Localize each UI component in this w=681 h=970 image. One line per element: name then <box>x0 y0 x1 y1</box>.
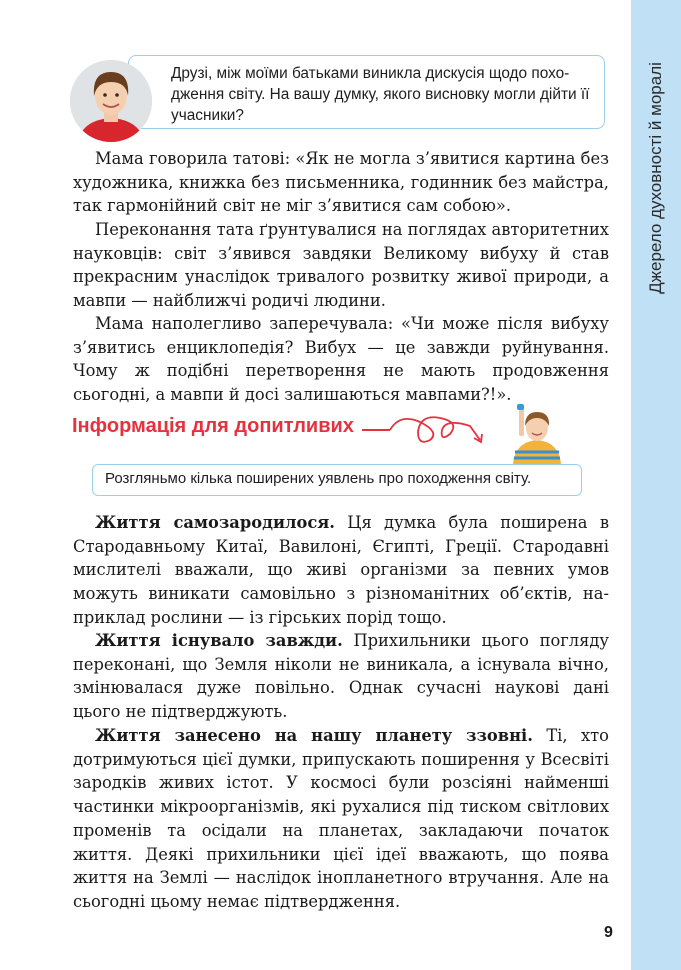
theory-text: Ті, хто дотримуються цієї думки, припускають поширення у Всесвіті зародків живих істот. У космосі були розсіяні найменші частинки мікроорганізмів, які рухалися під тиском світлових променів та осідали на планетах, закладаючи початок життя. Деякі прихильники цієї ідеї вважають, що поява життя на Землі — наслідок інопланетного втручання. Але на сьогодні цьому немає підтвердження. <box>73 726 609 911</box>
question-text: Друзі, між моїми батьками виникла дискусія щодо походження світу. На вашу думку, якого висновку могли дійти її учасники? <box>171 65 590 124</box>
avatar-girl-photo <box>70 60 152 142</box>
section-title-vertical: Джерело духовності й моралі <box>646 62 665 294</box>
intro-box <box>92 464 582 496</box>
page-number: 9 <box>604 924 613 941</box>
theory-paragraph <box>73 629 609 724</box>
question-box <box>128 55 605 129</box>
theory-text: Прихильники цього погляду переконані, що Земля ніколи не виникала, а існувала вічно, змінювалася дуже повільно. Однак сучасні наукові дані цього не підтверджують. <box>73 631 610 722</box>
theory-text: Ця думка була поширена в Стародавньому Китаї, Вавилоні, Єгипті, Греції. Стародавні мислителі вважали, що живі організми за певних умов можуть виникати самовільно з різноманітних об’єктів, наприклад рослини — із гірських порід тощо. <box>73 513 609 627</box>
theory-paragraph <box>73 724 609 914</box>
intro-text: Розгляньмо кілька поширених уявлень про походження світу. <box>105 470 532 487</box>
paragraph-mom-words: Мама говорила татові: «Як не могла з’явитися картина без художника, книжка без письменника, годинник без майстра, так гармонійний світ не міг з’явитися сам собою». <box>73 149 609 216</box>
paragraph-dad-beliefs: Переконання тата ґрунтувалися на поглядах авторитетних науковців: світ з’явився завдяки Великому вибуху й став прекрасним унаслідок тривалого розвитку живої природи, а мавпи — найближчі родичі людини. <box>73 220 609 311</box>
info-section-title: Інформація для допитливих <box>72 415 354 437</box>
theory-heading: Життя занесено на нашу планету ззовні. <box>95 726 533 745</box>
theory-heading: Життя самозародилося. <box>95 513 335 532</box>
boy-raising-hand-icon <box>505 402 565 464</box>
paragraph-mom-objection: Мама наполегливо заперечувала: «Чи може після вибуху з’явитись енциклопедія? Вибух — це завжди руйнування. Чому ж подібні перетворення не мають продовження сьогодні, а мавпи й досі залишаються мавпами?!». <box>73 314 609 405</box>
swirl-arrow-icon <box>360 408 490 448</box>
girl-portrait-icon <box>70 60 152 142</box>
theory-paragraph <box>73 511 609 630</box>
theory-heading: Життя існувало завжди. <box>95 631 343 650</box>
